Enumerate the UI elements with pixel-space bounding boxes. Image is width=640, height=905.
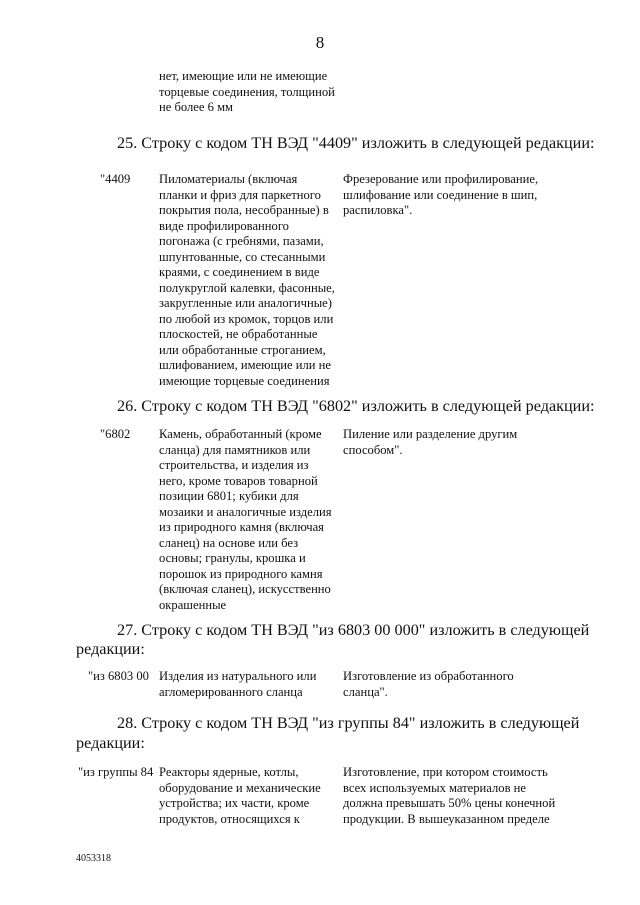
heading-line: 27. Строку с кодом ТН ВЭД "из 6803 00 000" изложить в следующей [117, 621, 590, 639]
operation-line: Изготовление, при котором стоимость [343, 765, 548, 779]
description-line: краями, с соединением в виде [159, 265, 320, 279]
description-line: из природного камня (включая [159, 520, 324, 534]
operation-line: продукции. В вышеуказанном пределе [343, 811, 550, 826]
description-line: полукруглой калевки, фасонные, [159, 280, 335, 295]
description-line: оборудование и механические [159, 780, 321, 795]
section-28-code: "из группы 84 [78, 765, 154, 779]
description-line: окрашенные [159, 597, 227, 612]
heading-line: 25. Строку с кодом ТН ВЭД "4409" изложить в следующей редакции: [117, 134, 595, 152]
page-number: 8 [315, 33, 325, 52]
section-27-heading-continuation [76, 640, 145, 659]
section-27-heading [117, 621, 589, 640]
section-28-operation [343, 765, 555, 827]
section-25-description [159, 172, 335, 389]
top-fragment-description [159, 69, 335, 116]
operation-line: всех используемых материалов не [343, 780, 527, 795]
operation-line: Фрезерование или профилирование, [343, 172, 539, 186]
operation-line: способом". [343, 442, 403, 457]
document-id: 4053318 [76, 853, 111, 864]
description-line: закругленные или аналогичные) [159, 296, 332, 310]
section-28-heading-continuation [76, 734, 145, 753]
description-line: Камень, обработанный (кроме [159, 427, 322, 441]
description-line: погонажа (с гребнями, пазами, [159, 234, 324, 248]
section-25-operation [343, 172, 538, 219]
description-line: сланец) на основе или без [159, 535, 299, 550]
section-26-code: "6802 [100, 427, 131, 441]
operation-line: должна превышать 50% цены конечной [343, 796, 556, 810]
operation-line: сланца". [343, 684, 388, 699]
heading-line: редакции: [76, 640, 145, 658]
section-26-description [159, 427, 332, 613]
section-28-description [159, 765, 321, 827]
section-28-heading [117, 714, 579, 733]
operation-line: распиловка". [343, 203, 413, 217]
description-line: по любой из кромок, торцов или [159, 311, 334, 326]
description-line: нет, имеющие или не имеющие [159, 69, 328, 83]
section-27-description [159, 669, 316, 700]
description-line: шлифованием, имеющие или не [159, 358, 332, 372]
operation-line: шлифование или соединение в шип, [343, 187, 538, 202]
description-line: основы; гранулы, крошка и [159, 551, 306, 565]
description-line: позиции 6801; кубики для [159, 489, 299, 503]
description-line: шпунтованные, со стесанными [159, 249, 326, 264]
section-25-heading [117, 134, 595, 153]
description-line: Реакторы ядерные, котлы, [159, 765, 299, 779]
description-line: торцевые соединения, толщиной [159, 84, 335, 99]
section-27-code: "из 6803 00 [88, 669, 149, 683]
description-line: продуктов, относящихся к [159, 811, 300, 826]
description-line: строительства, и изделия из [159, 458, 309, 472]
description-line: покрытия пола, несобранные) в [159, 203, 329, 217]
description-line: не более 6 мм [159, 100, 234, 114]
description-line: устройства; их части, кроме [159, 796, 310, 810]
section-26-heading [117, 397, 595, 416]
description-line: мозаики и аналогичные изделия [159, 504, 332, 519]
heading-line: 28. Строку с кодом ТН ВЭД "из группы 84" изложить в следующей [117, 714, 580, 732]
heading-line: 26. Строку с кодом ТН ВЭД "6802" изложить в следующей редакции: [117, 397, 595, 415]
description-line: Пиломатериалы (включая [159, 172, 298, 186]
section-26-operation [343, 427, 517, 458]
operation-line: Пиление или разделение другим [343, 427, 518, 441]
description-line: плоскостей, не обработанные [159, 327, 318, 341]
description-line: или обработанные строганием, [159, 342, 326, 357]
description-line: (включая сланец), искусственно [159, 582, 331, 596]
description-line: виде профилированного [159, 218, 289, 233]
description-line: планки и фриз для паркетного [159, 187, 321, 202]
description-line: Изделия из натурального или [159, 669, 317, 683]
description-line: сланца) для памятников или [159, 442, 311, 457]
description-line: агломерированного сланца [159, 684, 303, 699]
description-line: порошок из природного камня [159, 566, 323, 581]
description-line: имеющие торцевые соединения [159, 373, 330, 388]
heading-line: редакции: [76, 734, 145, 752]
section-25-code: "4409 [100, 172, 131, 186]
operation-line: Изготовление из обработанного [343, 669, 514, 683]
description-line: него, кроме товаров товарной [159, 473, 318, 488]
section-27-operation [343, 669, 514, 700]
